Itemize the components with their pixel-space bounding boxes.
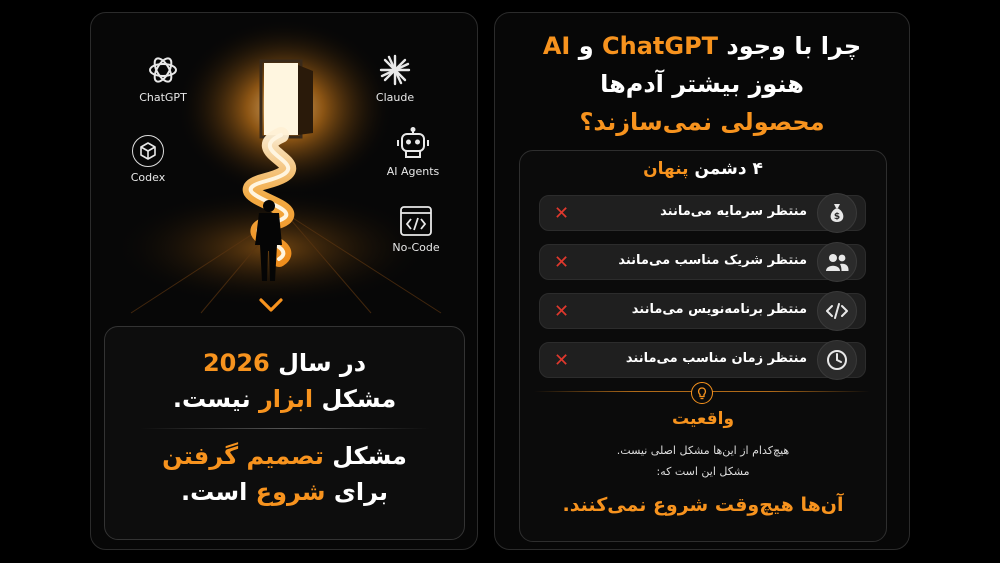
tool-label-claude: Claude (375, 91, 415, 104)
cross-icon: ✕ (554, 350, 570, 371)
tool-label-chatgpt: ChatGPT (139, 91, 187, 104)
left-panel (90, 12, 478, 550)
tool-codex (103, 135, 193, 184)
message-line-decision: مشکل تصمیم گرفتن (162, 442, 407, 470)
enemy-text: منتظر زمان مناسب می‌مانند (625, 351, 807, 366)
cross-icon: ✕ (554, 301, 570, 322)
money-bag-icon (817, 193, 857, 233)
code-window-icon (399, 205, 433, 237)
reality-conclusion: آن‌ها هیچ‌وقت شروع نمی‌کنند. (562, 494, 844, 516)
enemies-title: ۴ دشمن پنهان (643, 159, 763, 179)
page-title (495, 27, 909, 141)
svg-text:$: $ (833, 212, 841, 222)
lightbulb-icon (691, 382, 713, 404)
message-line-year: در سال 2026 (202, 349, 367, 377)
tool-label-codex: Codex (130, 171, 166, 184)
message-line-tool: مشکل ابزار نیست. (172, 385, 397, 413)
message-divider (140, 428, 430, 429)
enemy-row (539, 244, 866, 280)
message-box (104, 326, 465, 540)
openai-logo-icon (146, 53, 180, 87)
code-icon (817, 291, 857, 331)
people-icon (817, 242, 857, 282)
cube-icon (132, 135, 164, 167)
tool-claude (350, 53, 440, 104)
tool-ai-agents (368, 127, 458, 178)
cross-icon: ✕ (554, 252, 570, 273)
enemy-row (539, 293, 866, 329)
right-panel (494, 12, 910, 550)
hidden-enemies-card (519, 150, 887, 542)
chevron-down-icon (257, 295, 285, 317)
robot-icon (395, 127, 431, 161)
enemy-text: منتظر شریک مناسب می‌مانند (618, 253, 807, 268)
title-line-2: هنوز بیشتر آدم‌ها (600, 70, 804, 98)
cross-icon: ✕ (554, 203, 570, 224)
enemy-text: منتظر برنامه‌نویس می‌مانند (631, 302, 807, 317)
reality-line-1: هیچ‌کدام از این‌ها مشکل اصلی نیست. (616, 444, 790, 457)
enemy-row (539, 342, 866, 378)
tool-no-code (371, 205, 461, 254)
enemy-row (539, 195, 866, 231)
tool-label-ai-agents: AI Agents (386, 165, 440, 178)
title-line-1: چرا با وجود ChatGPT و AI (542, 32, 862, 60)
reality-title: واقعیت (671, 409, 735, 429)
clock-icon (817, 340, 857, 380)
reality-line-2: مشکل این است که: (656, 465, 750, 478)
message-line-start: برای شروع است. (180, 478, 389, 506)
enemy-text: منتظر سرمایه می‌مانند (660, 204, 807, 219)
tool-label-no-code: No-Code (392, 241, 440, 254)
title-line-3: محصولی نمی‌سازند؟ (579, 108, 825, 136)
tool-chatgpt (118, 53, 208, 104)
claude-logo-icon (378, 53, 412, 87)
